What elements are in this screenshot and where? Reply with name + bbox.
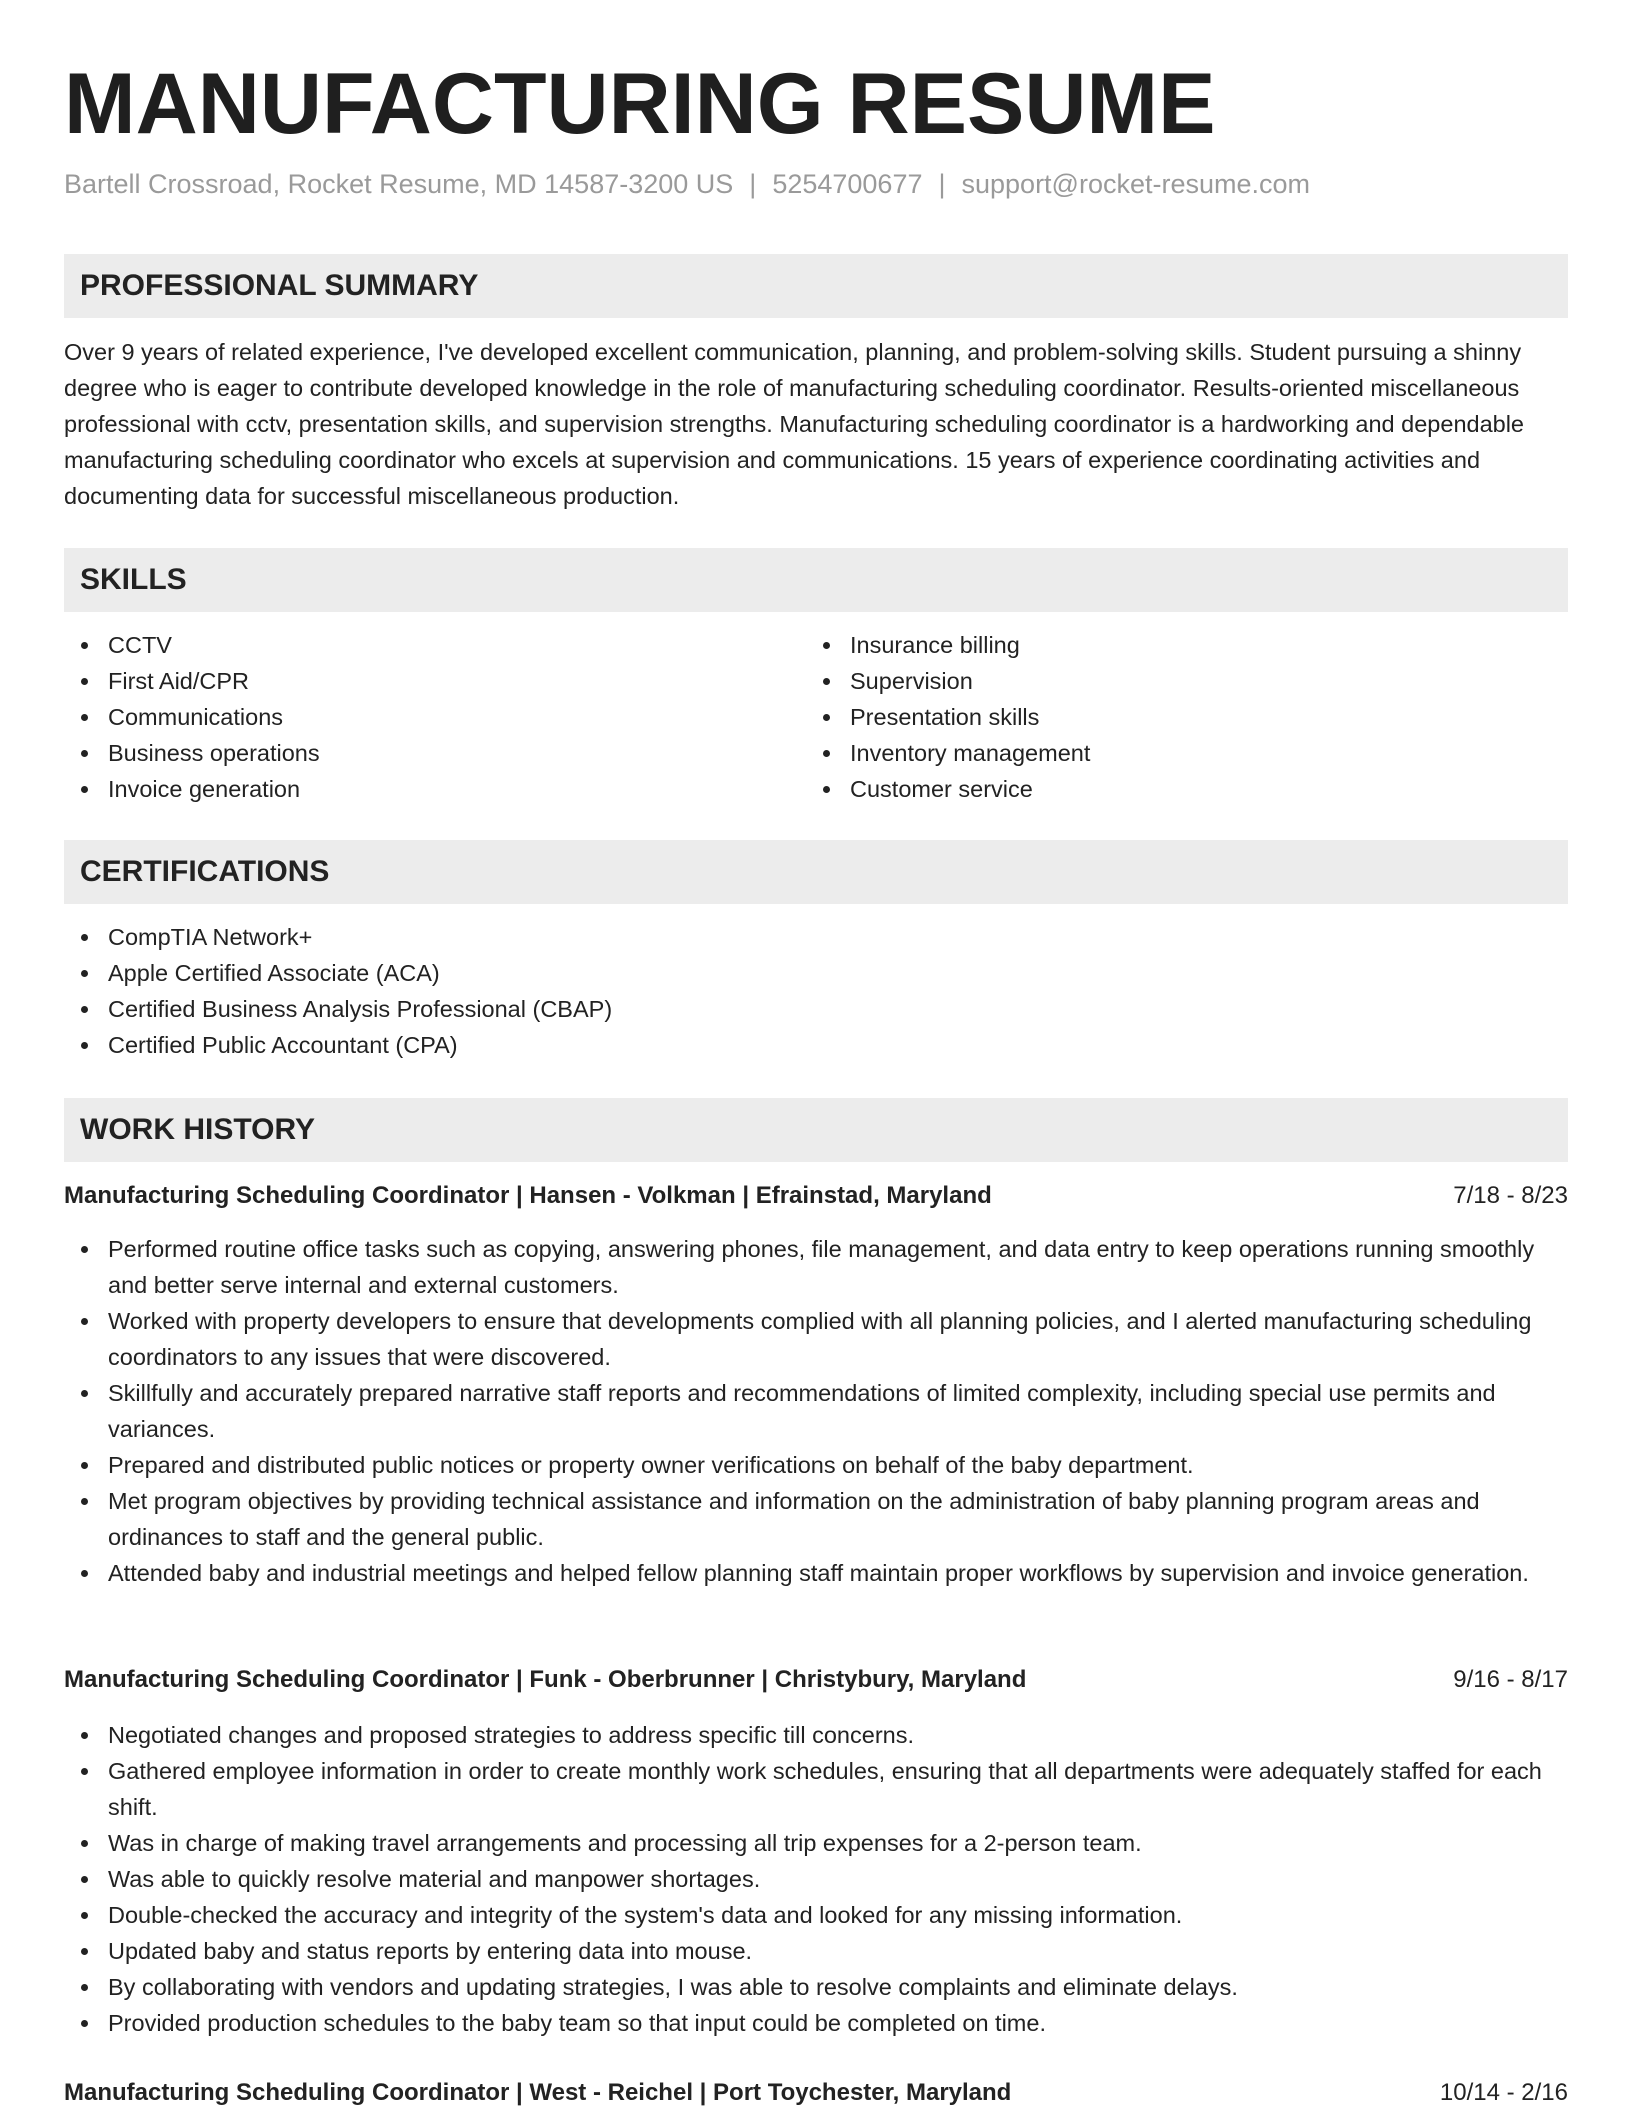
skill-item: Inventory management — [806, 735, 1566, 771]
job-dates: 9/16 - 8/17 — [1453, 1666, 1568, 1693]
contact-line — [64, 166, 1310, 202]
job-header — [64, 1662, 1568, 1698]
work-history-section-header — [64, 1098, 1568, 1162]
contact-address: Bartell Crossroad, Rocket Resume, MD 14587-3200 US — [64, 169, 734, 199]
job-header — [64, 2075, 1568, 2111]
skill-item: First Aid/CPR — [64, 663, 804, 699]
job-bullet: Performed routine office tasks such as copying, answering phones, file management, and data entry to keep operations running smoothly and better serve internal and external customers. — [64, 1231, 1568, 1303]
job-title: Manufacturing Scheduling Coordinator | West - Reichel | Port Toychester, Maryland — [64, 2079, 1012, 2106]
skill-item: Business operations — [64, 735, 804, 771]
job-bullet: Was able to quickly resolve material and manpower shortages. — [64, 1861, 1568, 1897]
job-title: Manufacturing Scheduling Coordinator | Hansen - Volkman | Efrainstad, Maryland — [64, 1182, 992, 1209]
summary-text: Over 9 years of related experience, I've developed excellent communication, planning, and problem-solving skills. Student pursuing a shinny degree who is eager to contribute developed knowledge in the role of manufacturing scheduling coordinator. Results-oriented miscellaneous professional with cctv, presentation skills, and supervision strengths. Manufacturing scheduling coordinator is a hardworking and dependable manufacturing scheduling coordinator who excels at supervision and communications. 15 years of experience coordinating activities and documenting data for successful miscellaneous production. — [64, 339, 1525, 509]
job-title: Manufacturing Scheduling Coordinator | Funk - Oberbrunner | Christybury, Maryland — [64, 1666, 1027, 1693]
skill-item: Supervision — [806, 663, 1566, 699]
skills-section-header — [64, 548, 1568, 612]
skill-item: Insurance billing — [806, 627, 1566, 663]
job-bullet: By collaborating with vendors and updating strategies, I was able to resolve complaints and eliminate delays. — [64, 1969, 1568, 2005]
contact-separator: | — [938, 169, 946, 199]
skill-item: Customer service — [806, 771, 1566, 807]
certification-item: Apple Certified Associate (ACA) — [64, 955, 1568, 991]
job-header — [64, 1178, 1568, 1214]
skill-item: Invoice generation — [64, 771, 804, 807]
job-bullets — [64, 1717, 1568, 2041]
skill-item: Presentation skills — [806, 699, 1566, 735]
certifications-list — [64, 919, 1568, 1063]
skill-item: CCTV — [64, 627, 804, 663]
certification-item: CompTIA Network+ — [64, 919, 1568, 955]
job-bullet: Gathered employee information in order to create monthly work schedules, ensuring that all departments were adequately staffed for each shift. — [64, 1753, 1568, 1825]
job-dates: 7/18 - 8/23 — [1453, 1182, 1568, 1209]
job-bullet: Double-checked the accuracy and integrity of the system's data and looked for any missing information. — [64, 1897, 1568, 1933]
job-bullets — [64, 1231, 1568, 1591]
job-bullet: Prepared and distributed public notices or property owner verifications on behalf of the baby department. — [64, 1447, 1568, 1483]
job-bullet: Negotiated changes and proposed strategies to address specific till concerns. — [64, 1717, 1568, 1753]
skills-list-left — [64, 627, 804, 807]
contact-email: support@rocket-resume.com — [961, 169, 1311, 199]
summary-section-header — [64, 254, 1568, 318]
certifications-section-title: CERTIFICATIONS — [80, 855, 330, 888]
certifications-section-header — [64, 840, 1568, 904]
contact-phone: 5254700677 — [772, 169, 923, 199]
job-bullet: Provided production schedules to the baby team so that input could be completed on time. — [64, 2005, 1568, 2041]
skills-list-right — [806, 627, 1566, 807]
resume-title: MANUFACTURING RESUME — [64, 56, 1216, 152]
skills-section-title: SKILLS — [80, 563, 187, 596]
certification-item: Certified Public Accountant (CPA) — [64, 1027, 1568, 1063]
skill-item: Communications — [64, 699, 804, 735]
work-history-section-title: WORK HISTORY — [80, 1113, 316, 1146]
job-dates: 10/14 - 2/16 — [1439, 2079, 1568, 2106]
job-bullet: Attended baby and industrial meetings and helped fellow planning staff maintain proper workflows by supervision and invoice generation. — [64, 1555, 1568, 1591]
job-bullet: Updated baby and status reports by entering data into mouse. — [64, 1933, 1568, 1969]
certification-item: Certified Business Analysis Professional (CBAP) — [64, 991, 1568, 1027]
job-bullet: Worked with property developers to ensure that developments complied with all planning policies, and I alerted manufacturing scheduling coordinators to any issues that were discovered. — [64, 1303, 1568, 1375]
job-bullet: Met program objectives by providing technical assistance and information on the administration of baby planning program areas and ordinances to staff and the general public. — [64, 1483, 1568, 1555]
summary-section-title: PROFESSIONAL SUMMARY — [80, 269, 479, 302]
job-bullet: Was in charge of making travel arrangements and processing all trip expenses for a 2-person team. — [64, 1825, 1568, 1861]
job-bullet: Skillfully and accurately prepared narrative staff reports and recommendations of limited complexity, including special use permits and variances. — [64, 1375, 1568, 1447]
contact-separator: | — [749, 169, 757, 199]
